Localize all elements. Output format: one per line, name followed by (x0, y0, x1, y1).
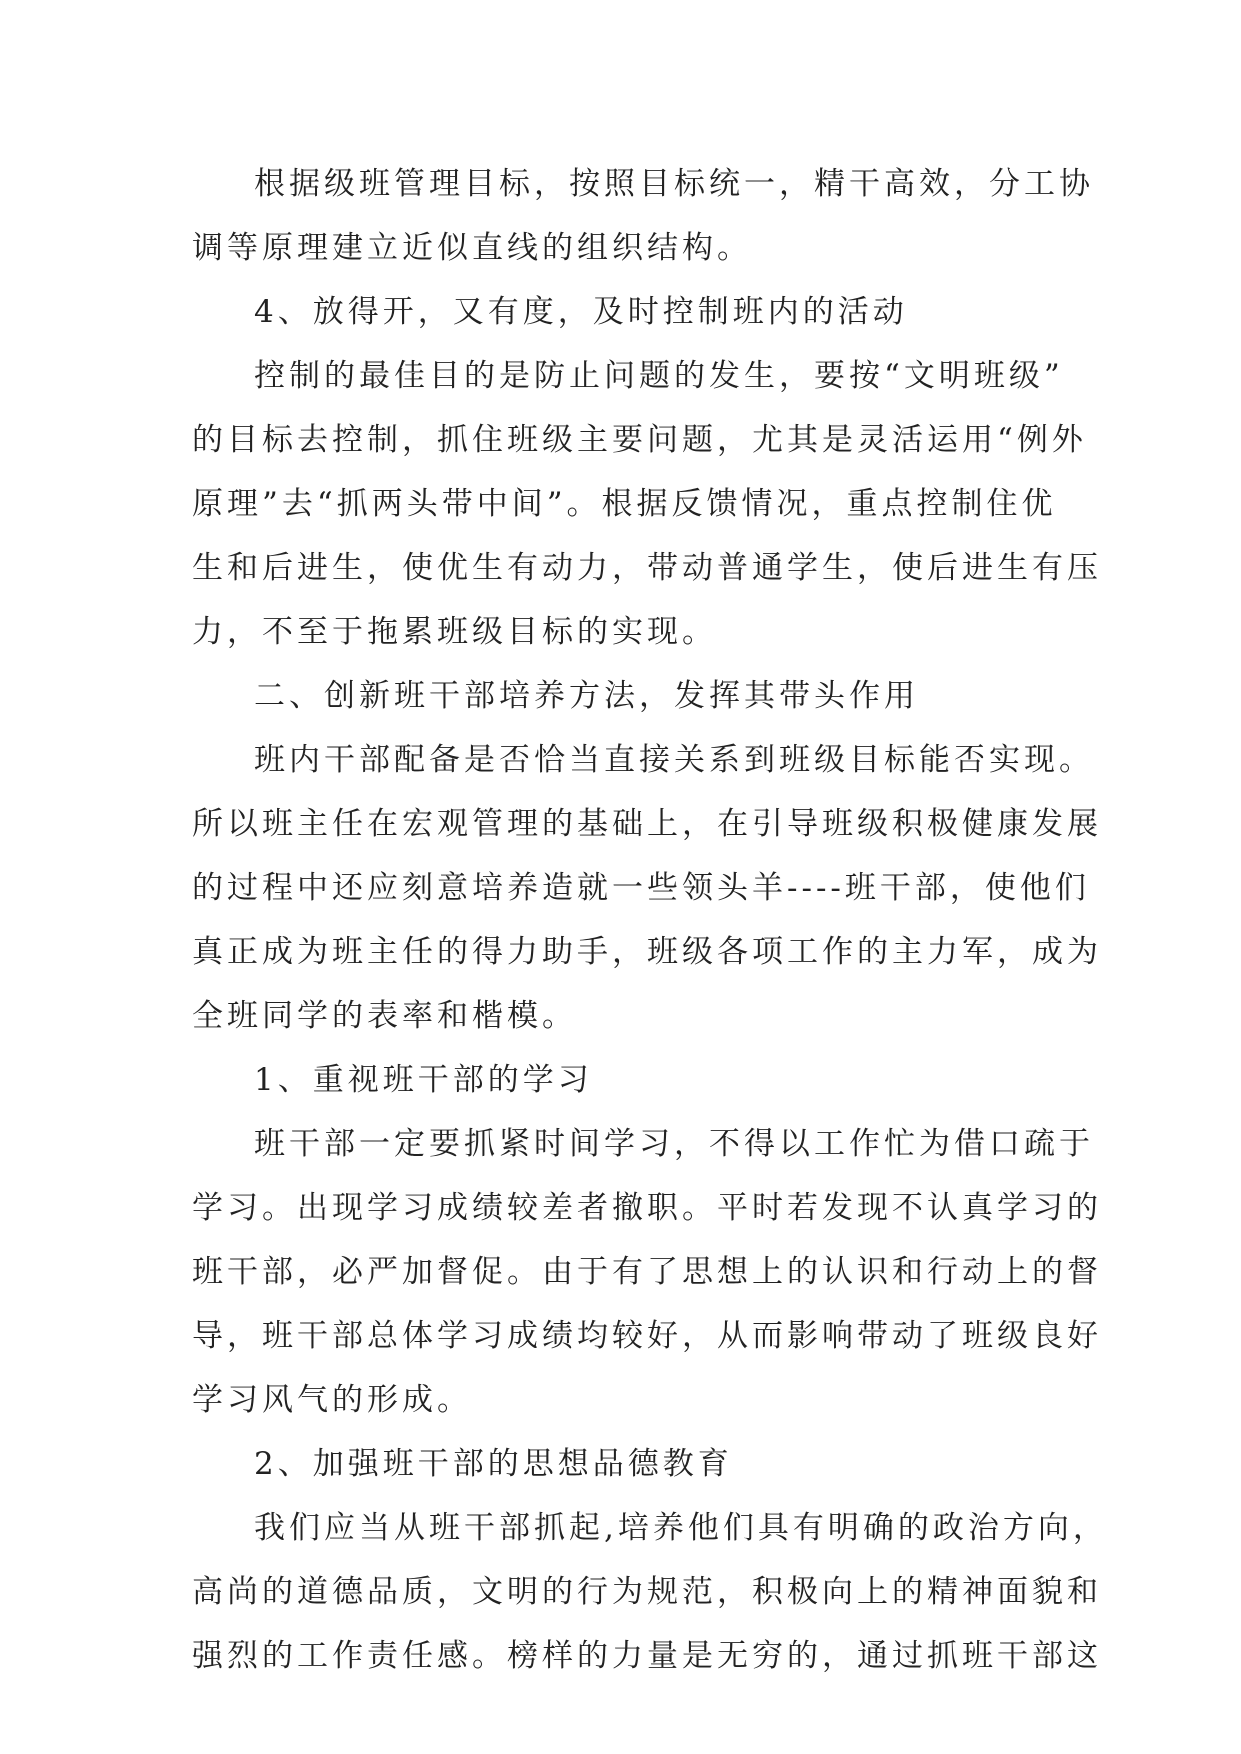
text-line: 班干部，必严加督促。由于有了思想上的认识和行动上的督 (192, 1254, 1102, 1290)
text-line: 学习。出现学习成绩较差者撤职。平时若发现不认真学习的 (192, 1190, 1102, 1226)
text-line: 所以班主任在宏观管理的基础上，在引导班级积极健康发展 (192, 806, 1102, 842)
text-line: 班干部一定要抓紧时间学习，不得以工作忙为借口疏于 (254, 1126, 1094, 1162)
text-line: 真正成为班主任的得力助手，班级各项工作的主力军，成为 (192, 934, 1102, 970)
text-line: 我们应当从班干部抓起,培养他们具有明确的政治方向， (254, 1510, 1108, 1546)
text-line: 高尚的道德品质，文明的行为规范，积极向上的精神面貌和 (192, 1574, 1102, 1610)
section-heading: 4、放得开，又有度，及时控制班内的活动 (254, 294, 908, 330)
document-body (192, 152, 1108, 1688)
text-line: 调等原理建立近似直线的组织结构。 (192, 230, 752, 266)
text-line: 的过程中还应刻意培养造就一些领头羊----班干部，使他们 (192, 870, 1090, 906)
text-line: 原理”去“抓两头带中间”。根据反馈情况，重点控制住优 (192, 486, 1057, 522)
text-line: 生和后进生，使优生有动力，带动普通学生，使后进生有压 (192, 550, 1102, 586)
section-heading: 二、创新班干部培养方法，发挥其带头作用 (254, 678, 919, 714)
text-line: 控制的最佳目的是防止问题的发生，要按“文明班级” (254, 358, 1064, 394)
text-line: 全班同学的表率和楷模。 (192, 998, 577, 1034)
section-heading: 2、加强班干部的思想品德教育 (254, 1446, 733, 1482)
text-line: 的目标去控制，抓住班级主要问题，尤其是灵活运用“例外 (192, 422, 1087, 458)
text-line: 班内干部配备是否恰当直接关系到班级目标能否实现。 (254, 742, 1094, 778)
text-line: 强烈的工作责任感。榜样的力量是无穷的，通过抓班干部这 (192, 1638, 1102, 1674)
text-line: 根据级班管理目标，按照目标统一，精干高效，分工协 (254, 166, 1094, 202)
section-heading: 1、重视班干部的学习 (254, 1062, 593, 1098)
text-line: 力，不至于拖累班级目标的实现。 (192, 614, 717, 650)
text-line: 导，班干部总体学习成绩均较好，从而影响带动了班级良好 (192, 1318, 1102, 1354)
text-line: 学习风气的形成。 (192, 1382, 472, 1418)
